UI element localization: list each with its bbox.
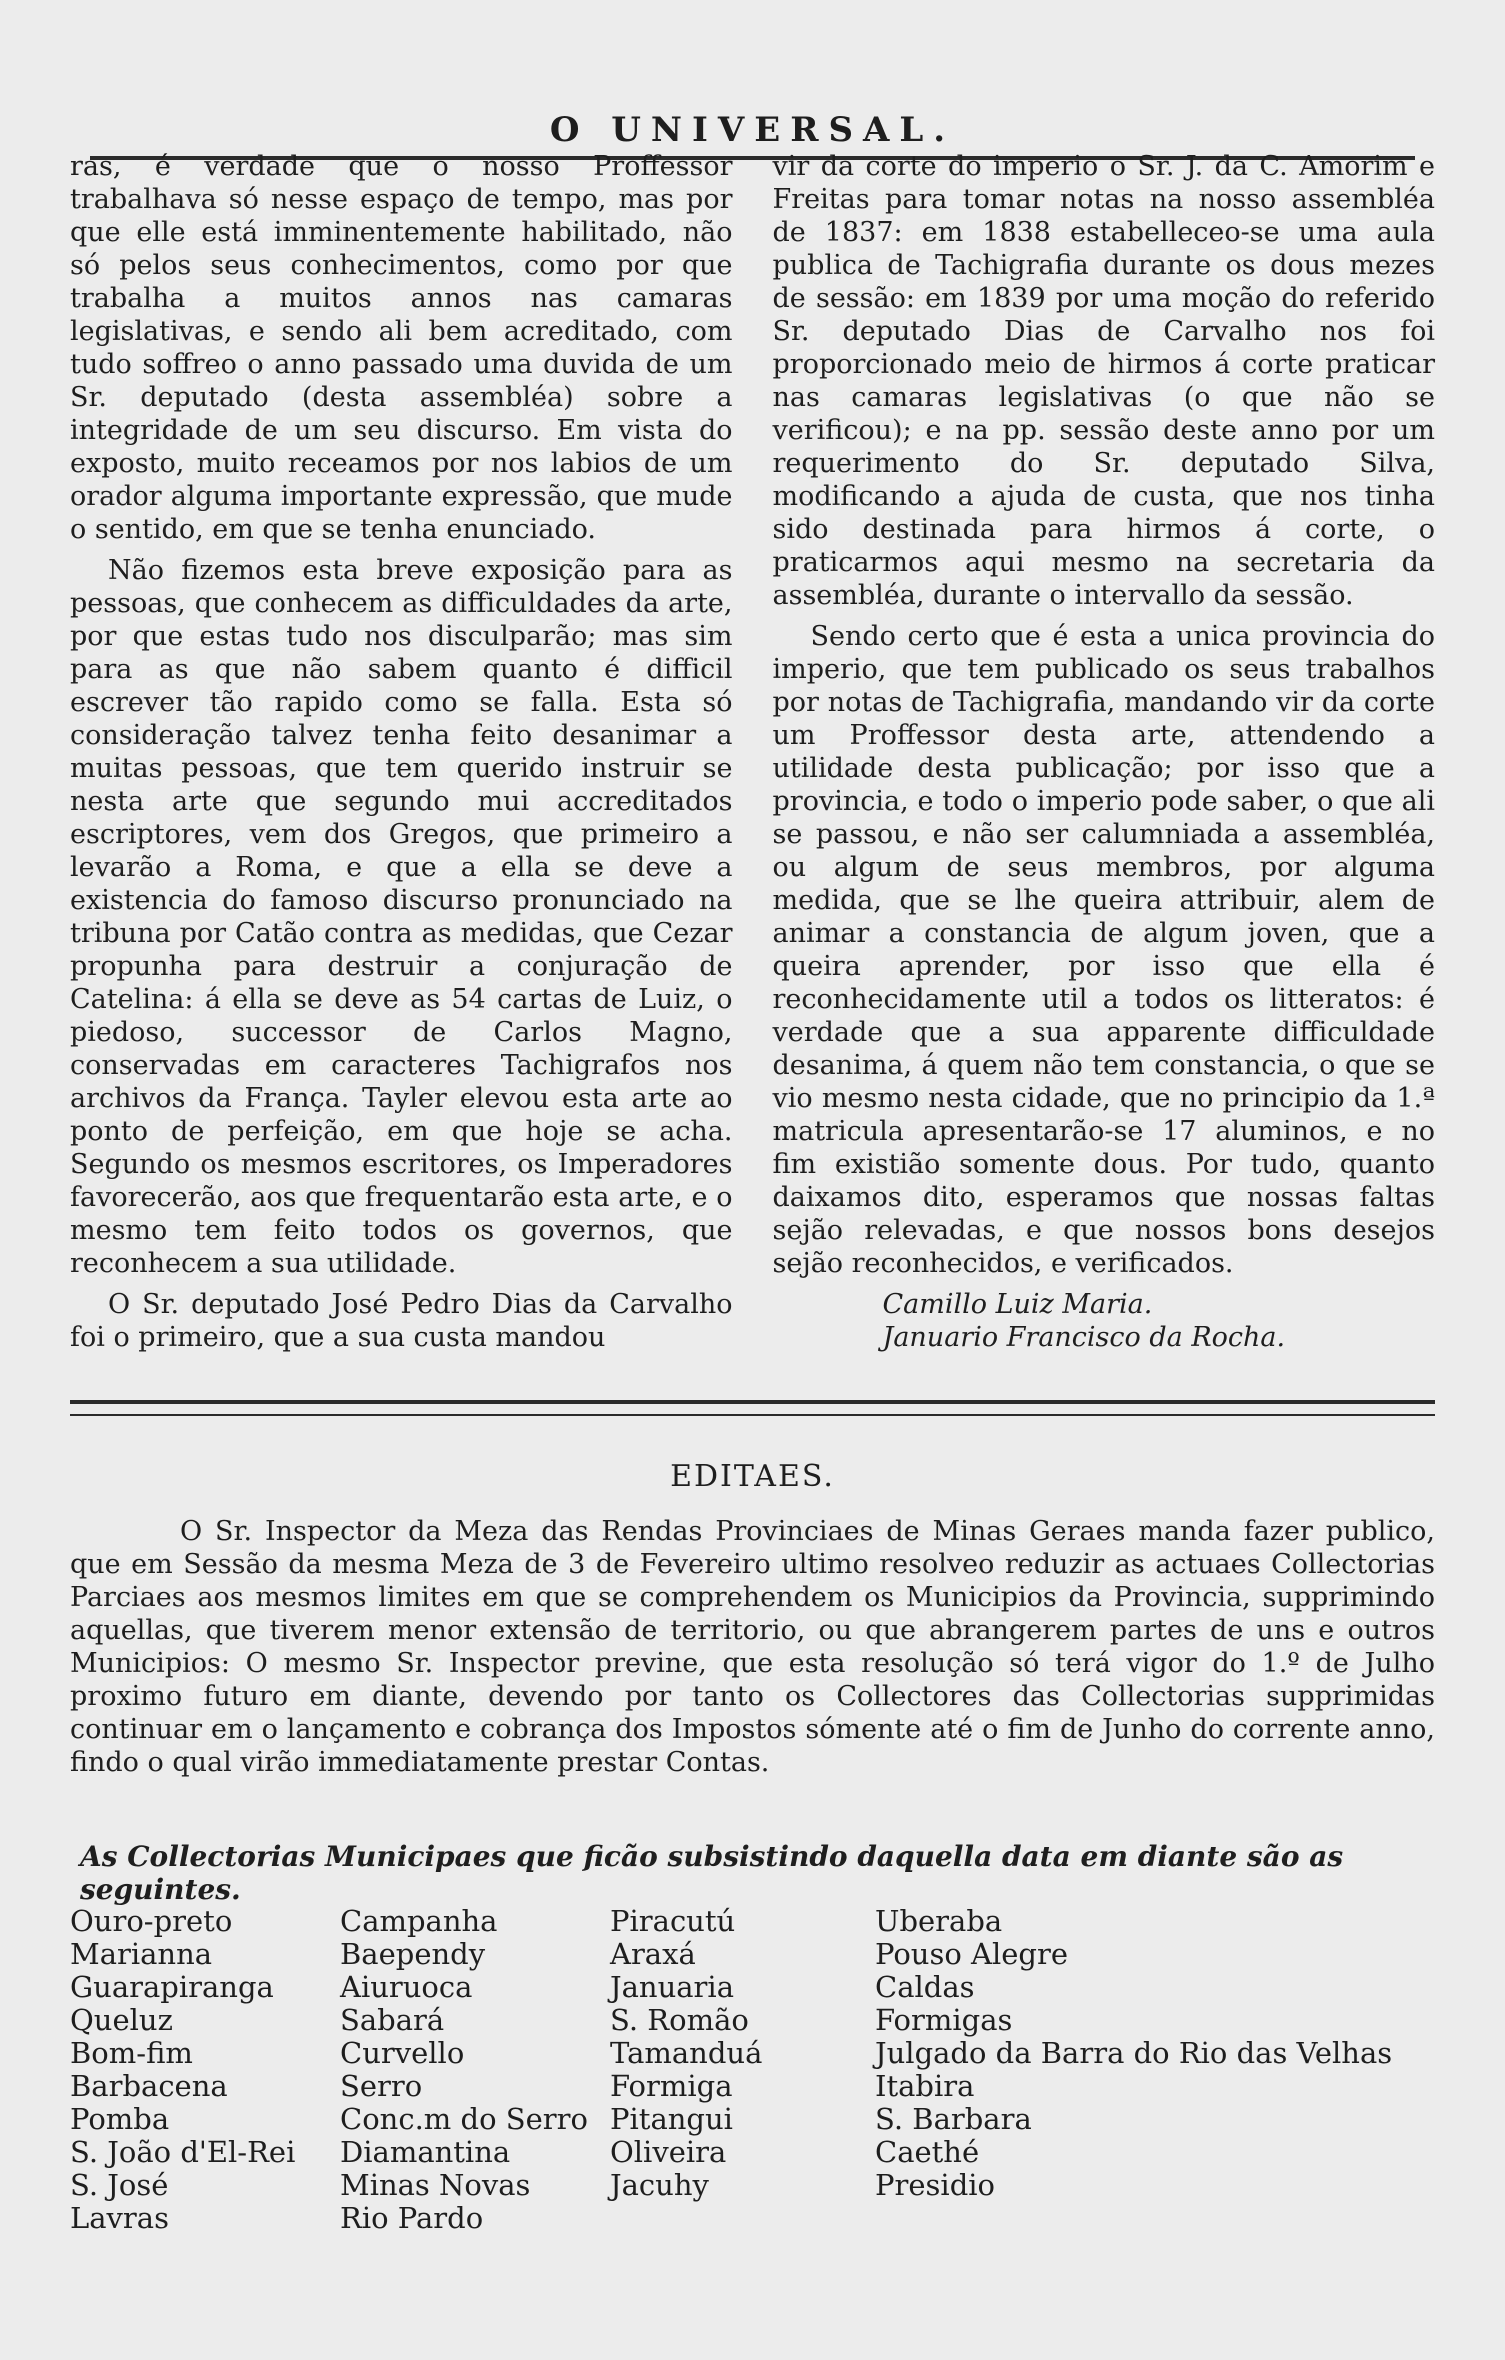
list-column (70, 1905, 340, 2265)
list-item: Caldas (875, 1970, 975, 2004)
list-item: S. Barbara (875, 2102, 1032, 2136)
list-item: Conc.m do Serro (340, 2102, 588, 2136)
collectorias-list (70, 1905, 1435, 2265)
list-item: Bom-fim (70, 2036, 193, 2070)
editais-section (70, 1460, 1435, 1779)
list-item: Lavras (70, 2201, 169, 2235)
list-item: S. José (70, 2168, 169, 2202)
right-column (773, 150, 1436, 1385)
list-item: Itabira (875, 2069, 975, 2103)
paragraph: vir da corte do imperio o Sr. J. da C. Amorim e Freitas para tomar notas na nosso assembléa de 1837: em 1838 estabelleceo-se uma aula publica de Tachigrafia durante os dous mezes de sessão: em 1839 por uma moção do referido Sr. deputado Dias de Carvalho nos foi proporcionado meio de hirmos á corte praticar nas camaras legislativas (o que não se verificou); e na pp. sessão deste anno por um requerimento do Sr. deputado Silva, modificando a ajuda de custa, que nos tinha sido destinada para hirmos á corte, o praticarmos aqui mesmo na secretaria da assembléa, durante o intervallo da sessão. (772, 151, 1435, 611)
list-item: Barbacena (70, 2069, 228, 2103)
list-item: Uberaba (875, 1904, 1003, 1938)
signature: Januario Francisco da Rocha. (882, 1322, 1286, 1353)
list-item: Araxá (610, 1937, 696, 1971)
newspaper-title: O UNIVERSAL. (549, 110, 956, 150)
list-item: Julgado da Barra do Rio das Velhas (875, 2036, 1393, 2070)
paragraph: O Sr. deputado José Pedro Dias da Carvalho foi o primeiro, que a sua custa mandou (70, 1289, 733, 1353)
list-item: Pouso Alegre (875, 1937, 1069, 1971)
list-item: Marianna (70, 1937, 213, 1971)
list-item: Aiuruoca (340, 1970, 473, 2004)
list-item: Pomba (70, 2102, 170, 2136)
list-item: Caethé (875, 2135, 980, 2169)
list-item: Sabará (340, 2003, 445, 2037)
article-columns (70, 150, 1435, 1385)
list-item: Guarapiranga (70, 1970, 274, 2004)
list-item: Jacuhy (610, 2168, 709, 2202)
left-column (70, 150, 733, 1385)
edital-body: O Sr. Inspector da Meza das Rendas Provinciaes de Minas Geraes manda fazer publico, que em Sessão da mesma Meza de 3 de Fevereiro ultimo resolveo reduzir as actuaes Collectorias Parciaes aos mesmos limites em que se comprehendem os Municipios da Provincia, supprimindo aquellas, que tiverem menor extensão de territorio, ou que abrangerem partes de uns e outros Municipios: O mesmo Sr. Inspector previne, que esta resolução só terá vigor do 1.º de Julho proximo futuro em diante, devendo por tanto os Collectores das Collectorias supprimidas continuar em o lançamento e cobrança dos Impostos sómente até o fim de Junho do corrente anno, findo o qual virão immediatamente prestar Contas. (70, 1516, 1435, 1778)
list-column (875, 1905, 1435, 2265)
list-column (340, 1905, 610, 2265)
list-item: Baependy (340, 1937, 486, 1971)
list-item: S. João d'El-Rei (70, 2135, 296, 2169)
list-item: Campanha (340, 1904, 498, 1938)
list-item: Formiga (610, 2069, 733, 2103)
paragraph: Sendo certo que é esta a unica provincia do imperio, que tem publicado os seus trabalhos por notas de Tachigrafia, mandando vir da corte um Proffessor desta arte, attendendo a utilidade desta publicação; por isso que a provincia, e todo o imperio pode saber, o que ali se passou, e não ser calumniada a assembléa, ou algum de seus membros, por alguma medida, que se lhe queira attribuir, alem de animar a constancia de algum joven, que a queira aprender, por isso que ella é reconhecidamente util a todos os litteratos: é verdade que a sua apparente difficuldade desanima, á quem não tem constancia, o que se vio mesmo nesta cidade, que no principio da 1.ª matricula apresentarão-se 17 aluminos, e no fim existião somente dous. Por tudo, quanto daixamos dito, esperamos que nossas faltas sejão relevadas, e que nossos bons desejos sejão reconhecidos, e verificados. (772, 621, 1435, 1279)
list-item: Minas Novas (340, 2168, 531, 2202)
list-column (610, 1905, 875, 2265)
list-item: Januaria (610, 1970, 734, 2004)
list-item: Ouro-preto (70, 1904, 233, 1938)
list-item: Piracutú (610, 1904, 736, 1938)
section-title: EDITAES. (670, 1459, 835, 1494)
list-item: Oliveira (610, 2135, 727, 2169)
collectorias-heading: As Collectorias Municipaes que ficão subsistindo daquella data em diante são as seguintes. (80, 1840, 1344, 1906)
list-item: Tamanduá (610, 2036, 763, 2070)
list-item: Formigas (875, 2003, 1013, 2037)
list-item: Diamantina (340, 2135, 511, 2169)
paragraph: ras, é verdade que o nosso Proffessor trabalhava só nesse espaço de tempo, mas por que elle está imminentemente habilitado, não só pelos seus conhecimentos, como por que trabalha a muitos annos nas camaras legislativas, e sendo ali bem acreditado, com tudo soffreo o anno passado uma duvida de um Sr. deputado (desta assembléa) sobre a integridade de um seu discurso. Em vista do exposto, muito receamos por nos labios de um orador alguma importante expressão, que mude o sentido, em que se tenha enunciado. (70, 151, 733, 545)
list-item: Presidio (875, 2168, 995, 2202)
list-item: Queluz (70, 2003, 173, 2037)
list-item: Rio Pardo (340, 2201, 484, 2235)
list-item: Pitangui (610, 2102, 733, 2136)
signature: Camillo Luiz Maria. (882, 1289, 1153, 1320)
section-divider (70, 1400, 1435, 1416)
paragraph: Não fizemos esta breve exposição para as pessoas, que conhecem as difficuldades da arte, por que estas tudo nos disculparão; mas sim para as que não sabem quanto é difficil escrever tão rapido como se falla. Esta só consideração talvez tenha feito desanimar a muitas pessoas, que tem querido instruir se nesta arte que segundo mui accreditados escriptores, vem dos Gregos, que primeiro a levarão a Roma, e que a ella se deve a existencia do famoso discurso pronunciado na tribuna por Catão contra as medidas, que Cezar propunha para destruir a conjuração de Catelina: á ella se deve as 54 cartas de Luiz, o piedoso, successor de Carlos Magno, conservadas em caracteres Tachigrafos nos archivos da França. Tayler elevou esta arte ao ponto de perfeição, em que hoje se acha. Segundo os mesmos escritores, os Imperadores favorecerão, aos que frequentarão esta arte, e o mesmo tem feito todos os governos, que reconhecem a sua utilidade. (70, 555, 733, 1279)
list-item: Curvello (340, 2036, 465, 2070)
list-item: S. Romão (610, 2003, 749, 2037)
list-item: Serro (340, 2069, 423, 2103)
